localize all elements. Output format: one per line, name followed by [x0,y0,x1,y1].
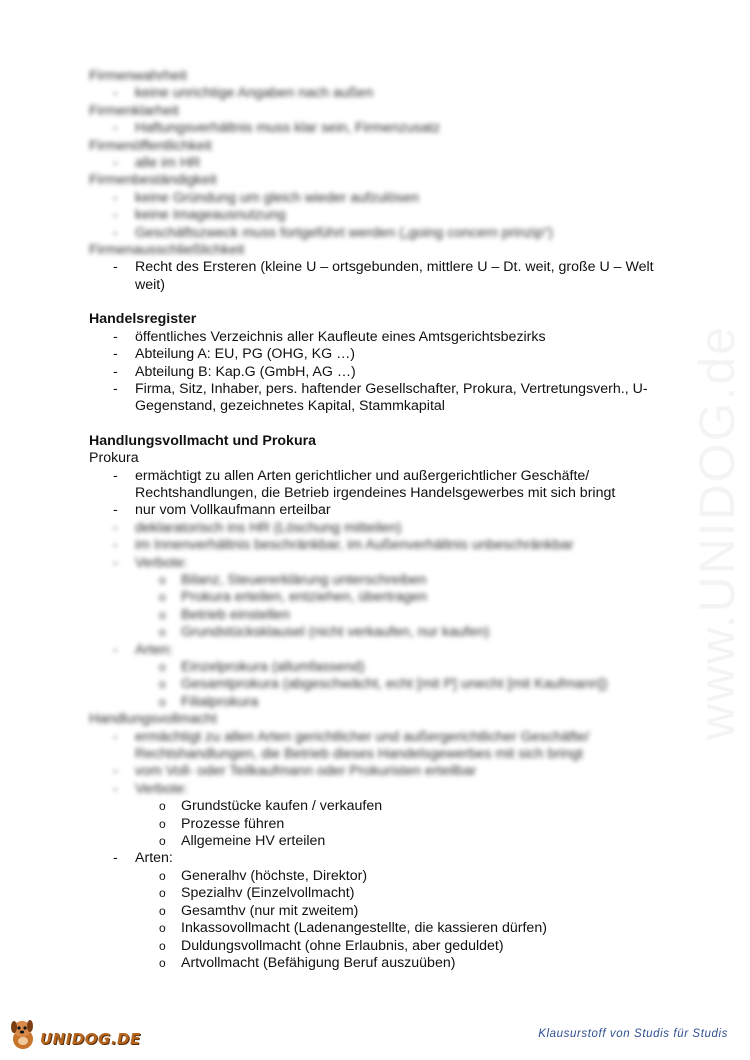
list-item: - vom Voll- oder Teilkaufmann oder Prokuristen erteilbar [113,763,477,780]
list-item: - deklaratorisch ins HR (Löschung mitteilen) [113,519,402,536]
subheading-handlungsvollmacht: Handlungsvollmacht [89,711,217,728]
list-item: - Haftungsverhältnis muss klar sein, Firmenzusatz [113,120,441,137]
sub-list-item: o Artvollmacht (Befähigung Beruf auszuüben) [159,954,456,971]
sub-list-item: o Gesamthv (nur mit zweitem) [159,902,359,919]
list-item: - ermächtigt zu allen Arten gerichtlicher und außergerichtlicher Geschäfte/ Rechtshandlungen, die Betrieb dieses Handelsgewerbes mit sich bringt [113,728,590,763]
watermark-text [688,325,746,740]
list-item: - keine Imageausnutzung [113,207,286,224]
footer-tagline: Klausurstoff von Studis für Studis [538,1028,728,1040]
sub-list-item: o Generalhv (höchste, Direktor) [159,867,368,884]
sub-list-item: o Grundstücke kaufen / verkaufen [159,798,383,815]
sub-list-item: o Einzelprokura (allumfassend) [159,659,365,675]
list-item: - Firma, Sitz, Inhaber, pers. haftender Gesellschafter, Prokura, Vertretungsverh., U-Gegenstand, gezeichnetes Kapital, Stammkapital [113,380,648,415]
section-label-firmenklarheit: Firmenklarheit [89,102,179,119]
sub-list-item: o Allgemeine HV erteilen [159,833,326,850]
dog-mascot-icon [8,1017,38,1051]
list-item: - öffentliches Verzeichnis aller Kaufleute eines Amtsgerichtsbezirks [113,328,546,345]
list-item-arten: - Arten: [113,641,173,658]
section-label-firmenoeffentlichkeit: Firmenöffentlichkeit [89,137,212,154]
logo-text: UNIDOG.DE [40,1030,141,1048]
sub-list-item: o Duldungsvollmacht (ohne Erlaubnis, aber geduldet) [159,937,504,954]
sub-list-item: o Filialprokura [159,693,259,710]
list-item: - nur vom Vollkaufmann erteilbar [113,502,331,519]
sub-list-item: o Inkassovollmacht (Ladenangestellte, die kassieren dürfen) [159,920,547,937]
list-item-verbote: - Verbote: [113,780,188,797]
list-item: - Abteilung A: EU, PG (OHG, KG …) [113,346,355,363]
unidog-logo[interactable] [8,1014,158,1054]
sub-list-item: o Prokura erteilen, entziehen, übertragen [159,589,428,606]
document-body [89,68,679,972]
sub-list-item: o Prozesse führen [159,815,285,832]
list-item: - keine Gründung um gleich wieder aufzulösen [113,189,419,206]
heading-vollmacht: Handlungsvollmacht und Prokura [89,432,317,449]
section-label-firmenbestaendigkeit: Firmenbeständigkeit [89,172,217,189]
sub-list-item: o Spezialhv (Einzelvollmacht) [159,885,355,902]
sub-list-item: o Grundstücksklausel (nicht verkaufen, nur kaufen) [159,624,490,641]
section-label-firmenausschliesslichkeit: Firmenausschließlichkeit [89,242,245,259]
list-item: - alle im HR [113,155,201,172]
list-item: - ermächtigt zu allen Arten gerichtlicher und außergerichtlicher Geschäfte/ Rechtshandlungen, die Betrieb irgendeines Handelsgewerbes mit sich bringt [113,467,616,501]
sub-list-item: o Betrieb einstellen [159,606,290,623]
sub-list-item: o Bilanz, Steuererklärung unterschreiben [159,571,427,588]
list-item: - keine unrichtige Angaben nach außen [113,85,374,102]
list-item-arten: - Arten: [113,850,173,867]
list-item: - Abteilung B: Kap.G (GmbH, AG …) [113,363,356,380]
heading-handelsregister: Handelsregister [89,311,197,328]
list-item: - im Innenverhältnis beschränkbar, im Außenverhältnis unbeschränkbar [113,537,574,554]
list-item: - Geschäftszweck muss fortgeführt werden („going concern prinzip“) [113,224,553,241]
subheading-prokura: Prokura [89,450,139,467]
list-item-verbote: - Verbote: [113,554,188,571]
list-item: - Recht des Ersteren (kleine U – ortsgebunden, mittlere U – Dt. weit, große U – Welt weit) [113,259,654,293]
sub-list-item: o Gesamtprokura (abgeschwächt, echt [mit P] unecht [mit Kaufmann]) [159,676,608,693]
section-label-firmenwahrheit: Firmenwahrheit [89,68,187,84]
